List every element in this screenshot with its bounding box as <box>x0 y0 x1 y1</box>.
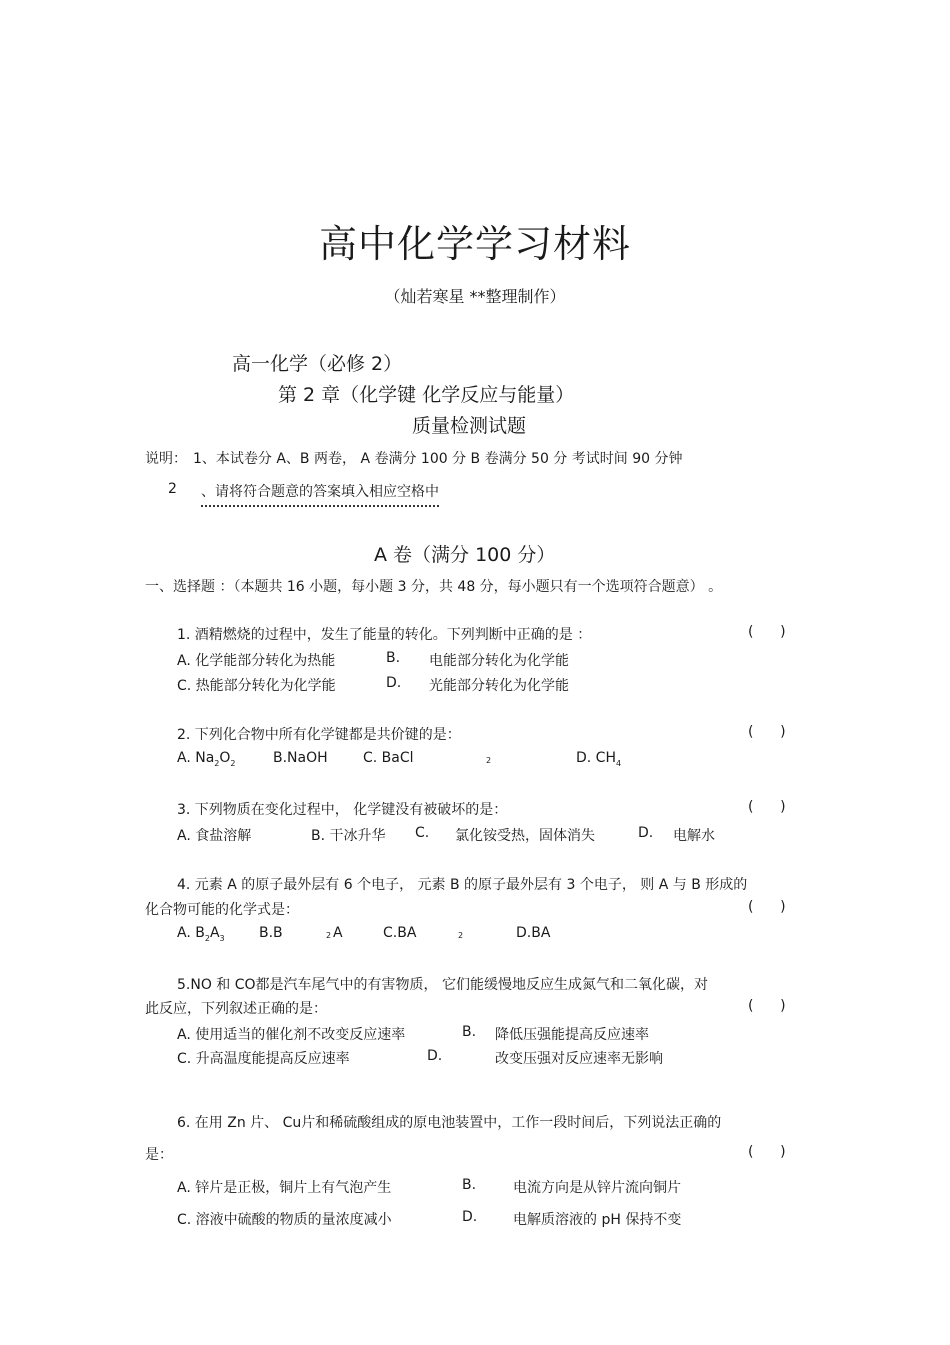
option-a: A. 化学能部分转化为热能 <box>177 653 336 669</box>
option-d-text: D. CH <box>576 750 616 766</box>
option-c: C. 热能部分转化为化学能 <box>177 678 336 694</box>
option-d: 电解质溶液的 pH 保持不变 <box>513 1212 682 1228</box>
option-c: C. 升高温度能提高反应速率 <box>177 1051 350 1067</box>
option-c: 氯化铵受热，固体消失 <box>455 828 595 844</box>
question-stem-continued: 此反应，下列叙述正确的是： <box>145 1001 327 1017</box>
option-b: B.NaOH <box>273 750 328 766</box>
option-a <box>177 925 225 943</box>
option-d-letter: D. <box>427 1048 443 1064</box>
option-b-tail: A <box>333 925 343 941</box>
chapter-heading: 第 2 章（化学键 化学反应与能量） <box>278 384 575 406</box>
option-d: 电解水 <box>673 828 715 844</box>
subscript: 4 <box>615 758 622 768</box>
section-a-heading: A 卷（满分 100 分） <box>374 544 556 566</box>
option-b-letter: B. <box>462 1024 477 1040</box>
option-c: C.BA <box>383 925 417 941</box>
option-b: 电流方向是从锌片流向铜片 <box>513 1180 681 1196</box>
answer-blank: ( ) <box>748 1144 786 1160</box>
option-b: B.B <box>259 925 283 941</box>
subscript: 2 <box>214 758 220 768</box>
doc-subtitle: （灿若寒星 **整理制作） <box>384 287 566 306</box>
question-stem: 6. 在用 Zn 片、 Cu片和稀硫酸组成的原电池装置中，工作一段时间后，下列说法正确的 <box>177 1115 722 1131</box>
answer-blank: ( ) <box>748 724 786 740</box>
option-b-letter: B. <box>462 1177 477 1193</box>
answer-blank: ( ) <box>748 624 786 640</box>
option-a-text: A <box>209 925 220 941</box>
subscript: 2 <box>486 756 492 765</box>
course-heading: 高一化学（必修 2） <box>232 353 403 375</box>
question-stem-continued: 化合物可能的化学式是： <box>145 902 299 918</box>
option-c: C. 溶液中硫酸的物质的量浓度减小 <box>177 1212 392 1228</box>
option-a-text: A. Na <box>177 750 215 766</box>
option-d: D.BA <box>516 925 551 941</box>
option-b-letter: B. <box>386 650 401 666</box>
option-d: 光能部分转化为化学能 <box>429 678 569 694</box>
question-stem-continued: 是： <box>145 1147 173 1163</box>
subscript: 2 <box>230 758 236 768</box>
option-c-letter: C. <box>415 825 430 841</box>
option-a: A. 锌片是正极，铜片上有气泡产生 <box>177 1180 392 1196</box>
question-stem: 1. 酒精燃烧的过程中，发生了能量的转化。下列判断中正确的是 ： <box>177 627 592 643</box>
option-d-letter: D. <box>638 825 654 841</box>
option-d <box>576 750 621 768</box>
option-b: 降低压强能提高反应速率 <box>495 1027 649 1043</box>
question-stem: 4. 元素 A 的原子最外层有 6 个电子， 元素 B 的原子最外层有 3 个电子， 则 A 与 B 形成的 <box>177 877 748 893</box>
option-a <box>177 750 236 768</box>
note-2-number: 2 <box>168 481 177 497</box>
note-line-2: 、请将符合题意的答案填入相应空格中 <box>201 481 439 507</box>
note-line-1: 1、本试卷分 A、B 两卷， A 卷满分 100 分 B 卷满分 50 分 考试时间 90 分钟 <box>193 451 683 467</box>
subscript: 2 <box>458 931 464 940</box>
option-b: 电能部分转化为化学能 <box>429 653 569 669</box>
option-c: C. BaCl <box>363 750 414 766</box>
option-a: A. 食盐溶解 <box>177 828 252 844</box>
note-label: 说明： <box>145 451 187 467</box>
option-a-text: O <box>219 750 231 766</box>
answer-blank: ( ) <box>748 799 786 815</box>
option-d-letter: D. <box>462 1209 478 1225</box>
question-stem: 2. 下列化合物中所有化学键都是共价键的是： <box>177 727 461 743</box>
subscript: 2 <box>204 933 210 943</box>
option-a-text: A. B <box>177 925 205 941</box>
option-b: B. 干冰升华 <box>311 828 386 844</box>
test-name-heading: 质量检测试题 <box>412 415 527 437</box>
question-stem: 5.NO 和 CO都是汽车尾气中的有害物质， 它们能缓慢地反应生成氮气和二氧化碳，对 <box>177 977 708 993</box>
option-d: 改变压强对反应速率无影响 <box>495 1051 663 1067</box>
question-stem: 3. 下列物质在变化过程中， 化学键没有被破坏的是： <box>177 802 508 818</box>
part-one-instructions: 一、选择题 ：（本题共 16 小题，每小题 3 分，共 48 分，每小题只有一个选项符合题意） 。 <box>145 579 723 595</box>
subscript: 3 <box>219 933 225 943</box>
subscript: 2 <box>326 931 332 940</box>
doc-title: 高中化学学习材料 <box>318 222 631 266</box>
option-a: A. 使用适当的催化剂不改变反应速率 <box>177 1027 406 1043</box>
answer-blank: ( ) <box>748 998 786 1014</box>
option-d-letter: D. <box>386 675 402 691</box>
answer-blank: ( ) <box>748 899 786 915</box>
